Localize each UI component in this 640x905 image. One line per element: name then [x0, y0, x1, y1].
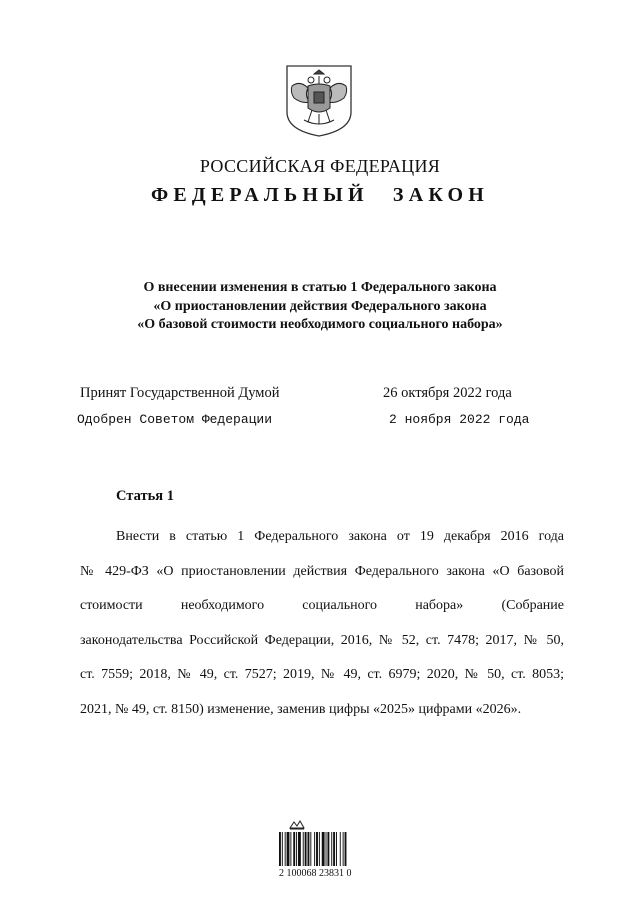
article-line: 2021, № 49, ст. 8150) изменение, заменив цифры «2025» цифрами «2026».: [80, 701, 522, 717]
document-title: [0, 279, 640, 335]
article-line: Внести в статью 1 Федерального закона от 19 декабря 2016 года: [116, 529, 564, 544]
title-line: «О приостановлении действия Федерального закона: [153, 298, 487, 314]
article-body: [80, 520, 564, 728]
title-line: «О базовой стоимости необходимого социального набора»: [137, 317, 503, 332]
council-label: Одобрен Советом Федерации: [77, 412, 273, 427]
publisher-logo-icon: [289, 820, 305, 830]
council-date: 2 ноября 2022 года: [389, 412, 530, 427]
duma-label: Принят Государственной Думой: [80, 385, 280, 401]
barcode-number: 2 100068 23831 0: [279, 868, 352, 879]
barcode: [279, 820, 369, 880]
barcode-bars-icon: [279, 832, 369, 866]
article-heading: Статья 1: [116, 488, 174, 504]
article-line: стоимости необходимого социального набора» (Собрание: [80, 598, 564, 614]
article-line: законодательства Российской Федерации, 2016, № 52, ст. 7478; 2017, № 50,: [80, 632, 564, 648]
article-line: ст. 7559; 2018, № 49, ст. 7527; 2019, № 49, ст. 6979; 2020, № 50, ст. 8053;: [80, 667, 564, 683]
coat-of-arms-icon: [284, 64, 354, 138]
title-line: О внесении изменения в статью 1 Федерального закона: [143, 280, 497, 295]
article-line: № 429-ФЗ «О приостановлении действия Федерального закона «О базовой: [80, 563, 564, 579]
document-type: ФЕДЕРАЛЬНЫЙ ЗАКОН: [150, 184, 490, 206]
duma-date: 26 октября 2022 года: [383, 385, 512, 401]
country-name: РОССИЙСКАЯ ФЕДЕРАЦИЯ: [199, 156, 441, 176]
